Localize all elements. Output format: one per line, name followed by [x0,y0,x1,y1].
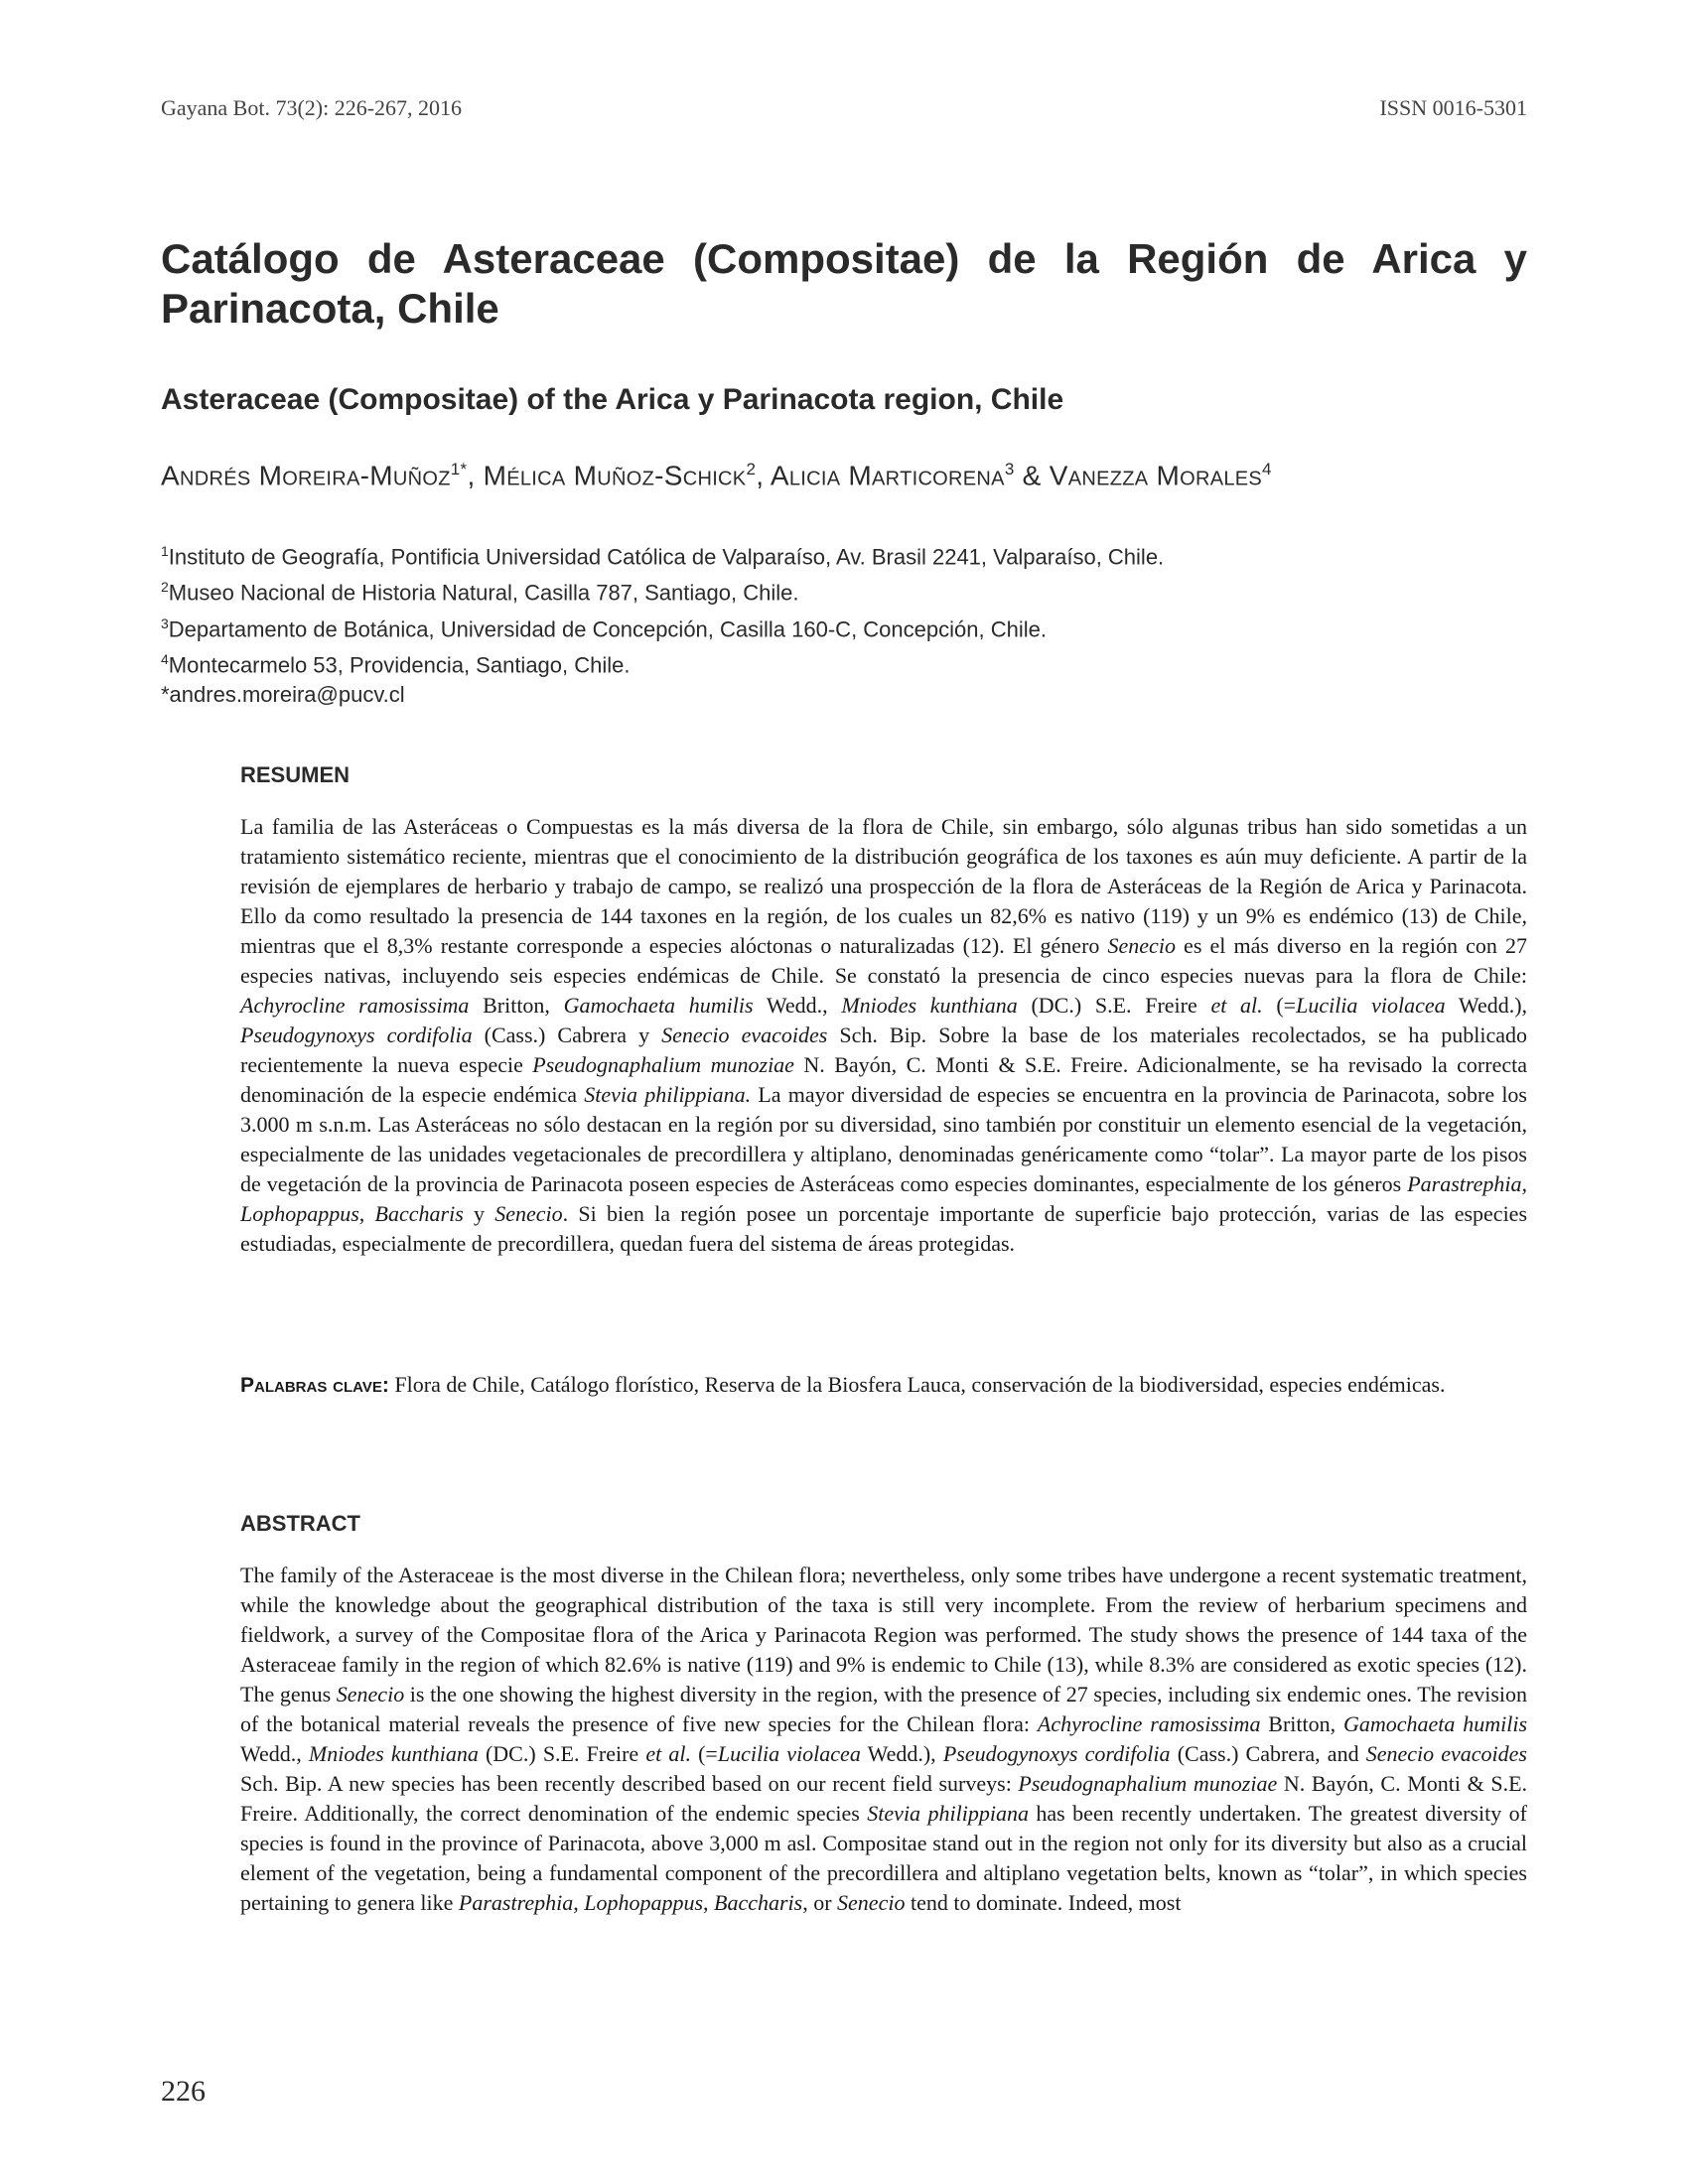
italic-taxon-text: et al. [1210,993,1263,1018]
italic-taxon-text: Lucilia violacea [717,1741,861,1766]
affiliation-text: Departamento de Botánica, Universidad de Concepción, Casilla 160-C, Concepción, Chile. [168,615,1047,641]
italic-taxon-text: Stevia philippiana. [584,1082,752,1107]
text-run: , or [802,1890,838,1915]
text-run: Britton, [469,993,564,1018]
italic-taxon-text: Senecio evacoides [1365,1741,1527,1766]
affiliation-text: *andres.moreira@pucv.cl [161,682,405,708]
italic-taxon-text: Pseudogynoxys cordifolia [942,1741,1171,1766]
affiliation-marker: 1 [161,543,169,559]
italic-taxon-text: Baccharis [714,1890,803,1915]
text-run: Wedd.), [860,1741,943,1766]
text-run: y [463,1201,495,1226]
affiliation-marker: 3 [161,614,169,631]
text-run: La familia de las Asteráceas o Compuestas es la más diversa de la flora de Chile, sin embargo, sólo algunas tribus han sido sometidas a un tratamiento sistemático reciente, mientras que el conocimiento de la distribución geográfica de los taxones es aún muy deficiente. A partir de la revisión de ejemplares de herbario y trabajo de campo, se realizó una prospección de la flora de Asteráceas de la Región de Arica y Parinacota. Ello da como resultado la presencia de 144 taxones en la región, de los cuales un 82,6% es nativo (119) y un 9% es endémico (13) de Chile, mientras que el 8,3% restante corresponde a especies alóctonas o naturalizadas (12). El género [240,814,1527,958]
italic-taxon-text: Pseudognaphalium munoziae [532,1052,794,1077]
abstract-body [240,1561,1527,1918]
author-name: Alicia Marticorena [770,460,1005,491]
text-run: , [358,1201,375,1226]
issn: ISSN 0016-5301 [1379,95,1527,120]
affiliation-line [161,644,1527,680]
text-run: , [703,1890,715,1915]
italic-taxon-text: Baccharis [374,1201,464,1226]
author-separator: , [467,460,484,491]
text-run: (Cass.) Cabrera, and [1170,1741,1366,1766]
running-header [161,95,1527,121]
text-run: (DC.) S.E. Freire [478,1741,646,1766]
text-run: tend to dominate. Indeed, most [905,1890,1182,1915]
author-name: Andrés Moreira-Muñoz [161,460,451,491]
text-run: (DC.) S.E. Freire [1017,993,1211,1018]
author-affiliation-marker: 3 [1004,460,1015,478]
author-affiliation-marker: 1* [450,460,468,478]
text-run: . Si bien la región posee un porcentaje importante de superficie bajo protección, varias de las especies estudiadas, especialmente de precordillera, quedan fuera del sistema de áreas protegidas. [240,1201,1528,1256]
text-run: The family of the Asteraceae is the most diverse in the Chilean flora; nevertheless, only some tribes have undergone a recent systematic treatment, while the knowledge about the geographical distribution of the taxa is still very incomplete. From the review of herbarium specimens and fieldwork, a survey of the Compositae flora of the Arica y Parinacota Region was performed. The study shows the presence of 144 taxa of the Asteraceae family in the region of which 82.6% is native (119) and 9% is endemic to Chile (13), while 8.3% are considered as exotic species (12). The genus [240,1563,1527,1706]
keywords-paragraph [240,1370,1527,1401]
italic-taxon-text: Parastrephia, Lophopappus [240,1171,1527,1226]
author-ampersand: & [1014,460,1050,491]
journal-reference: Gayana Bot. 73(2): 226-267, 2016 [161,95,463,120]
italic-taxon-text: Gamochaeta humilis [563,993,754,1018]
text-run: , [573,1890,585,1915]
italic-taxon-text: et al. [645,1741,691,1766]
author-list [161,460,1527,491]
article-subtitle: Asteraceae (Compositae) of the Arica y Parinacota region, Chile [161,383,1064,416]
text-run: Sch. Bip. A new species has been recently described based on our recent field surveys: [240,1771,1019,1796]
resumen-heading: RESUMEN [240,762,351,787]
italic-taxon-text: Mniodes kunthiana [308,1741,479,1766]
text-run: Wedd., [240,1741,309,1766]
italic-taxon-text: Lucilia violacea [1296,993,1446,1018]
italic-taxon-text: Pseudogynoxys cordifolia [240,1023,473,1047]
italic-taxon-text: Lophopappus [584,1890,704,1915]
author-separator: , [756,460,771,491]
italic-taxon-text: Parastrephia [458,1890,574,1915]
text-run: (= [1262,993,1297,1018]
abstract-heading: ABSTRACT [240,1511,360,1536]
text-run: Wedd., [753,993,842,1018]
italic-taxon-text: Senecio [837,1890,906,1915]
author-name: Vanezza Morales [1049,460,1263,491]
affiliation-line [161,680,1527,710]
affiliation-text: Museo Nacional de Historia Natural, Casilla 787, Santiago, Chile. [168,580,799,606]
italic-taxon-text: Stevia philippiana [867,1801,1029,1826]
italic-taxon-text: Achyrocline ramosissima [240,993,470,1018]
text-run: La mayor diversidad de especies se encuentra en la provincia de Parinacota, sobre los 3.000 m s.n.m. Las Asteráceas no sólo destacan en la región por su diversidad, sino también por constituir un elemento esencial de la vegetación, especialmente de las unidades vegetacionales de precordillera y altiplano, denominadas genéricamente como “tolar”. La mayor parte de los pisos de vegetación de la provincia de Parinacota poseen especies de Asteráceas como especies dominantes, especialmente de los géneros [240,1082,1527,1196]
text-run: es el más diverso en la región con 27 especies nativas, incluyendo seis especies endémicas de Chile. Se constató la presencia de cinco especies nuevas para la flora de Chile: [240,933,1528,988]
italic-taxon-text: Senecio evacoides [661,1023,828,1047]
resumen-body [240,812,1527,1259]
italic-taxon-text: Mniodes kunthiana [841,993,1018,1018]
article-title: Catálogo de Asteraceae (Compositae) de la Región de Arica y Parinacota, Chile [161,235,1527,332]
text-run: has been recently undertaken. The greatest diversity of species is found in the province of Parinacota, above 3,000 m asl. Compositae stand out in the region not only for its diversity but also as a crucial element of the vegetation, being a fundamental component of the precordillera and altiplano vegetation belts, known as “tolar”, in which species pertaining to genera like [240,1801,1527,1915]
text-run: Sch. Bip. Sobre la base de los materiales recolectados, se ha publicado recientemente la nueva especie [240,1023,1527,1077]
text-run: (= [690,1741,718,1766]
author-affiliation-marker: 2 [746,460,757,478]
affiliation-text: Montecarmelo 53, Providencia, Santiago, Chile. [168,652,631,678]
italic-taxon-text: Achyrocline ramosissima [1037,1711,1261,1736]
affiliation-line [161,572,1527,608]
author-affiliation-marker: 4 [1262,460,1272,478]
text-run: Britton, [1260,1711,1343,1736]
affiliation-list [161,536,1527,710]
affiliation-line [161,536,1527,572]
text-run: is the one showing the highest diversity in the region, with the presence of 27 species, including six endemic ones. The revision of the botanical material reveals the presence of five new species for the Chilean flora: [240,1682,1527,1736]
italic-taxon-text: Pseudognaphalium munoziae [1018,1771,1278,1796]
italic-taxon-text: Gamochaeta humilis [1342,1711,1528,1736]
affiliation-marker: 2 [161,579,169,596]
text-run: N. Bayón, C. Monti & S.E. Freire. Adicionalmente, se ha revisado la correcta denominación de la especie endémica [240,1052,1527,1107]
affiliation-line [161,609,1527,644]
page-number: 226 [161,2075,206,2108]
keywords-text: Flora de Chile, Catálogo florístico, Reserva de la Biosfera Lauca, conservación de la biodiversidad, especies endémicas. [388,1372,1446,1397]
text-run: (Cass.) Cabrera y [472,1023,662,1047]
text-run: N. Bayón, C. Monti & S.E. Freire. Additionally, the correct denomination of the endemic species [240,1771,1528,1826]
affiliation-marker: 4 [161,650,169,667]
italic-taxon-text: Senecio [494,1201,563,1226]
keywords-label: Palabras clave: [240,1374,389,1397]
italic-taxon-text: Senecio [336,1682,405,1706]
affiliation-text: Instituto de Geografía, Pontificia Universidad Católica de Valparaíso, Av. Brasil 2241, Valparaíso, Chile. [168,544,1165,570]
author-name: Mélica Muñoz-Schick [483,460,747,491]
italic-taxon-text: Senecio [1107,933,1176,958]
text-run: Wedd.), [1445,993,1528,1018]
